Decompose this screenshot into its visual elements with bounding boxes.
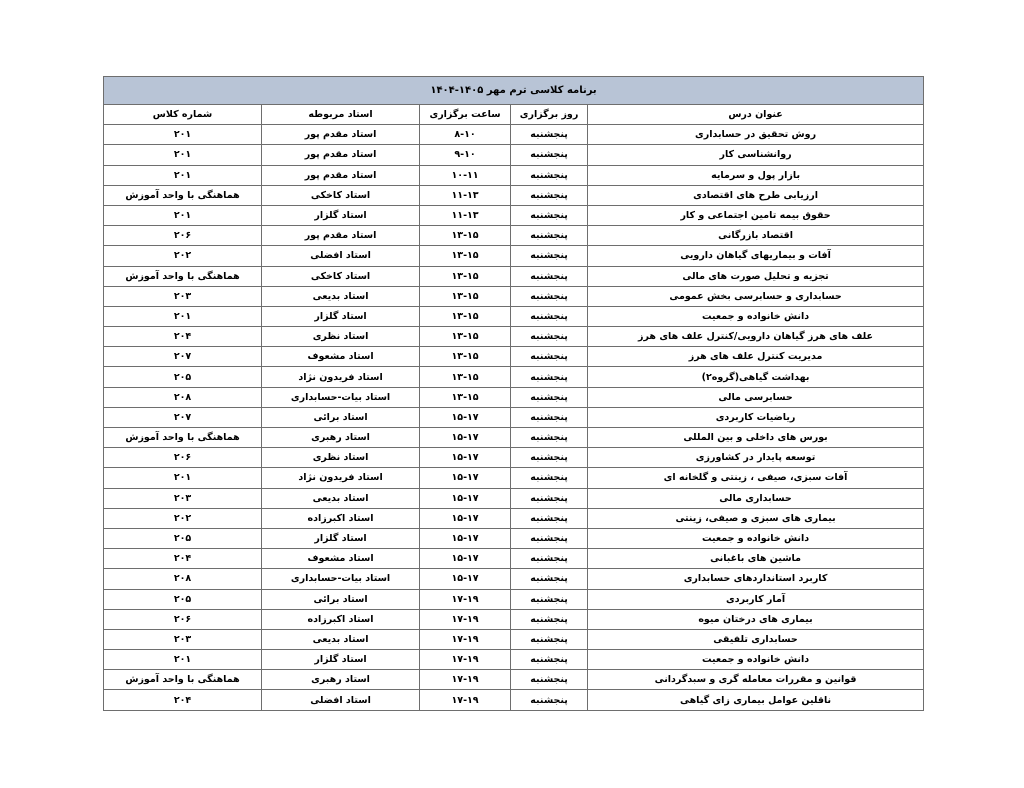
- cell-teacher: استاد مقدم پور: [262, 145, 420, 165]
- table-title: برنامه کلاسی ترم مهر ۱۴۰۵-۱۴۰۴: [104, 77, 924, 105]
- cell-teacher: استاد کاخکی: [262, 266, 420, 286]
- table-row: [104, 327, 924, 347]
- cell-teacher: استاد مقدم پور: [262, 226, 420, 246]
- cell-course: دانش خانواده و جمعیت: [588, 306, 924, 326]
- cell-day: پنجشنبه: [511, 569, 588, 589]
- cell-teacher: استاد مشعوف: [262, 347, 420, 367]
- cell-teacher: استاد گلزار: [262, 528, 420, 548]
- table-title-row: [104, 77, 924, 105]
- cell-class-number: ۲۰۱: [104, 125, 262, 145]
- cell-course: حسابداری مالی: [588, 488, 924, 508]
- cell-teacher: استاد اکبرزاده: [262, 508, 420, 528]
- cell-time: ۱۷-۱۹: [420, 609, 511, 629]
- cell-time: ۱۰-۱۱: [420, 165, 511, 185]
- table-row: [104, 286, 924, 306]
- cell-time: ۱۷-۱۹: [420, 650, 511, 670]
- cell-teacher: استاد گلزار: [262, 650, 420, 670]
- cell-time: ۱۳-۱۵: [420, 226, 511, 246]
- cell-course: ریاضیات کاربردی: [588, 407, 924, 427]
- cell-course: ناقلین عوامل بیماری زای گیاهی: [588, 690, 924, 710]
- cell-teacher: استاد کاخکی: [262, 185, 420, 205]
- cell-class-number: ۲۰۴: [104, 327, 262, 347]
- table-row: [104, 670, 924, 690]
- cell-teacher: استاد رهبری: [262, 670, 420, 690]
- cell-time: ۱۳-۱۵: [420, 266, 511, 286]
- cell-teacher: استاد بدیعی: [262, 629, 420, 649]
- cell-day: پنجشنبه: [511, 205, 588, 225]
- cell-course: آفات سبزی، صیفی ، زینتی و گلخانه ای: [588, 468, 924, 488]
- table-row: [104, 549, 924, 569]
- cell-time: ۱۷-۱۹: [420, 670, 511, 690]
- cell-time: ۱۳-۱۵: [420, 286, 511, 306]
- cell-class-number: هماهنگی با واحد آموزش: [104, 185, 262, 205]
- table-row: [104, 508, 924, 528]
- cell-class-number: ۲۰۳: [104, 629, 262, 649]
- cell-class-number: ۲۰۳: [104, 488, 262, 508]
- cell-class-number: ۲۰۱: [104, 145, 262, 165]
- cell-day: پنجشنبه: [511, 266, 588, 286]
- cell-teacher: استاد فریدون نژاد: [262, 367, 420, 387]
- cell-teacher: استاد نظری: [262, 448, 420, 468]
- cell-course: بازار پول و سرمایه: [588, 165, 924, 185]
- cell-time: ۱۳-۱۵: [420, 246, 511, 266]
- cell-course: بورس های داخلی و بین المللی: [588, 428, 924, 448]
- cell-course: توسعه پایدار در کشاورزی: [588, 448, 924, 468]
- cell-time: ۱۵-۱۷: [420, 508, 511, 528]
- header-day: روز برگزاری: [511, 105, 588, 125]
- cell-day: پنجشنبه: [511, 609, 588, 629]
- cell-class-number: ۲۰۸: [104, 569, 262, 589]
- cell-day: پنجشنبه: [511, 226, 588, 246]
- cell-course: علف های هرز گیاهان دارویی/کنترل علف های هرز: [588, 327, 924, 347]
- cell-course: ماشین های باغبانی: [588, 549, 924, 569]
- table-row: [104, 145, 924, 165]
- cell-time: ۱۳-۱۵: [420, 327, 511, 347]
- table-row: [104, 650, 924, 670]
- cell-class-number: ۲۰۱: [104, 650, 262, 670]
- cell-teacher: استاد برائی: [262, 589, 420, 609]
- cell-day: پنجشنبه: [511, 670, 588, 690]
- cell-teacher: استاد نظری: [262, 327, 420, 347]
- table-row: [104, 428, 924, 448]
- cell-time: ۱۷-۱۹: [420, 629, 511, 649]
- cell-day: پنجشنبه: [511, 650, 588, 670]
- cell-time: ۱۳-۱۵: [420, 367, 511, 387]
- cell-day: پنجشنبه: [511, 508, 588, 528]
- cell-time: ۱۱-۱۳: [420, 185, 511, 205]
- cell-time: ۱۵-۱۷: [420, 528, 511, 548]
- cell-teacher: استاد بیات-حسابداری: [262, 387, 420, 407]
- cell-class-number: ۲۰۳: [104, 286, 262, 306]
- cell-course: تجزیه و تحلیل صورت های مالی: [588, 266, 924, 286]
- cell-class-number: ۲۰۵: [104, 528, 262, 548]
- cell-class-number: هماهنگی با واحد آموزش: [104, 266, 262, 286]
- cell-course: ارزیابی طرح های اقتصادی: [588, 185, 924, 205]
- cell-course: دانش خانواده و جمعیت: [588, 528, 924, 548]
- cell-time: ۱۵-۱۷: [420, 468, 511, 488]
- cell-teacher: استاد برائی: [262, 407, 420, 427]
- cell-day: پنجشنبه: [511, 145, 588, 165]
- cell-course: بهداشت گیاهی(گروه۲): [588, 367, 924, 387]
- cell-class-number: ۲۰۸: [104, 387, 262, 407]
- table-row: [104, 488, 924, 508]
- cell-course: مدیریت کنترل علف های هرز: [588, 347, 924, 367]
- cell-course: آمار کاربردی: [588, 589, 924, 609]
- table-row: [104, 226, 924, 246]
- table-row: [104, 367, 924, 387]
- cell-time: ۱۵-۱۷: [420, 407, 511, 427]
- table-row: [104, 246, 924, 266]
- cell-time: ۱۵-۱۷: [420, 428, 511, 448]
- cell-time: ۱۵-۱۷: [420, 569, 511, 589]
- table-row: [104, 165, 924, 185]
- cell-teacher: استاد مقدم پور: [262, 165, 420, 185]
- cell-teacher: استاد گلزار: [262, 205, 420, 225]
- cell-time: ۱۵-۱۷: [420, 448, 511, 468]
- table-row: [104, 528, 924, 548]
- cell-day: پنجشنبه: [511, 286, 588, 306]
- cell-class-number: ۲۰۶: [104, 448, 262, 468]
- cell-time: ۱۳-۱۵: [420, 387, 511, 407]
- table-row: [104, 609, 924, 629]
- cell-class-number: ۲۰۵: [104, 367, 262, 387]
- cell-teacher: استاد رهبری: [262, 428, 420, 448]
- cell-course: آفات و بیماریهای گیاهان دارویی: [588, 246, 924, 266]
- cell-day: پنجشنبه: [511, 407, 588, 427]
- cell-course: اقتصاد بازرگانی: [588, 226, 924, 246]
- table-row: [104, 387, 924, 407]
- cell-class-number: ۲۰۶: [104, 226, 262, 246]
- cell-class-number: ۲۰۶: [104, 609, 262, 629]
- cell-teacher: استاد مقدم پور: [262, 125, 420, 145]
- cell-course: روش تحقیق در حسابداری: [588, 125, 924, 145]
- cell-time: ۱۵-۱۷: [420, 488, 511, 508]
- table-row: [104, 690, 924, 710]
- cell-day: پنجشنبه: [511, 690, 588, 710]
- table-row: [104, 266, 924, 286]
- cell-time: ۱۷-۱۹: [420, 690, 511, 710]
- cell-teacher: استاد اکبرزاده: [262, 609, 420, 629]
- cell-course: حسابداری تلفیقی: [588, 629, 924, 649]
- cell-class-number: ۲۰۲: [104, 508, 262, 528]
- table-row: [104, 185, 924, 205]
- cell-time: ۱۷-۱۹: [420, 589, 511, 609]
- cell-time: ۱۱-۱۳: [420, 205, 511, 225]
- cell-day: پنجشنبه: [511, 306, 588, 326]
- cell-day: پنجشنبه: [511, 589, 588, 609]
- cell-class-number: ۲۰۴: [104, 549, 262, 569]
- cell-teacher: استاد بیات-حسابداری: [262, 569, 420, 589]
- cell-teacher: استاد مشعوف: [262, 549, 420, 569]
- cell-day: پنجشنبه: [511, 165, 588, 185]
- cell-course: حقوق بیمه تامین اجتماعی و کار: [588, 205, 924, 225]
- table-row: [104, 448, 924, 468]
- table-row: [104, 407, 924, 427]
- cell-class-number: ۲۰۱: [104, 165, 262, 185]
- cell-class-number: ۲۰۲: [104, 246, 262, 266]
- table-row: [104, 125, 924, 145]
- header-class-number: شماره کلاس: [104, 105, 262, 125]
- table-header-row: [104, 105, 924, 125]
- cell-time: ۱۵-۱۷: [420, 549, 511, 569]
- cell-teacher: استاد فریدون نژاد: [262, 468, 420, 488]
- table-row: [104, 205, 924, 225]
- table-row: [104, 306, 924, 326]
- table-row: [104, 569, 924, 589]
- cell-day: پنجشنبه: [511, 428, 588, 448]
- cell-teacher: استاد بدیعی: [262, 286, 420, 306]
- cell-class-number: ۲۰۵: [104, 589, 262, 609]
- cell-class-number: ۲۰۷: [104, 347, 262, 367]
- cell-course: حسابرسی مالی: [588, 387, 924, 407]
- cell-course: کاربرد استانداردهای حسابداری: [588, 569, 924, 589]
- cell-day: پنجشنبه: [511, 367, 588, 387]
- header-course: عنوان درس: [588, 105, 924, 125]
- cell-class-number: ۲۰۱: [104, 205, 262, 225]
- table-row: [104, 589, 924, 609]
- header-time: ساعت برگزاری: [420, 105, 511, 125]
- cell-teacher: استاد افضلی: [262, 246, 420, 266]
- cell-course: روانشناسی کار: [588, 145, 924, 165]
- cell-day: پنجشنبه: [511, 448, 588, 468]
- cell-day: پنجشنبه: [511, 468, 588, 488]
- cell-day: پنجشنبه: [511, 387, 588, 407]
- cell-teacher: استاد بدیعی: [262, 488, 420, 508]
- cell-class-number: ۲۰۱: [104, 306, 262, 326]
- cell-class-number: هماهنگی با واحد آموزش: [104, 428, 262, 448]
- cell-class-number: ۲۰۴: [104, 690, 262, 710]
- cell-course: بیماری های سبزی و صیفی، زینتی: [588, 508, 924, 528]
- cell-teacher: استاد افضلی: [262, 690, 420, 710]
- cell-class-number: هماهنگی با واحد آموزش: [104, 670, 262, 690]
- cell-course: دانش خانواده و جمعیت: [588, 650, 924, 670]
- cell-class-number: ۲۰۱: [104, 468, 262, 488]
- cell-teacher: استاد گلزار: [262, 306, 420, 326]
- header-teacher: استاد مربوطه: [262, 105, 420, 125]
- table-row: [104, 347, 924, 367]
- table-row: [104, 629, 924, 649]
- class-schedule-table: [103, 76, 924, 711]
- cell-day: پنجشنبه: [511, 246, 588, 266]
- cell-day: پنجشنبه: [511, 488, 588, 508]
- cell-course: قوانین و مقررات معامله گری و سبدگردانی: [588, 670, 924, 690]
- cell-day: پنجشنبه: [511, 549, 588, 569]
- table-row: [104, 468, 924, 488]
- cell-course: بیماری های درختان میوه: [588, 609, 924, 629]
- cell-time: ۹-۱۰: [420, 145, 511, 165]
- cell-time: ۸-۱۰: [420, 125, 511, 145]
- cell-day: پنجشنبه: [511, 629, 588, 649]
- cell-class-number: ۲۰۷: [104, 407, 262, 427]
- cell-day: پنجشنبه: [511, 125, 588, 145]
- cell-day: پنجشنبه: [511, 327, 588, 347]
- cell-time: ۱۳-۱۵: [420, 306, 511, 326]
- cell-course: حسابداری و حسابرسی بخش عمومی: [588, 286, 924, 306]
- cell-day: پنجشنبه: [511, 185, 588, 205]
- cell-day: پنجشنبه: [511, 528, 588, 548]
- cell-time: ۱۳-۱۵: [420, 347, 511, 367]
- cell-day: پنجشنبه: [511, 347, 588, 367]
